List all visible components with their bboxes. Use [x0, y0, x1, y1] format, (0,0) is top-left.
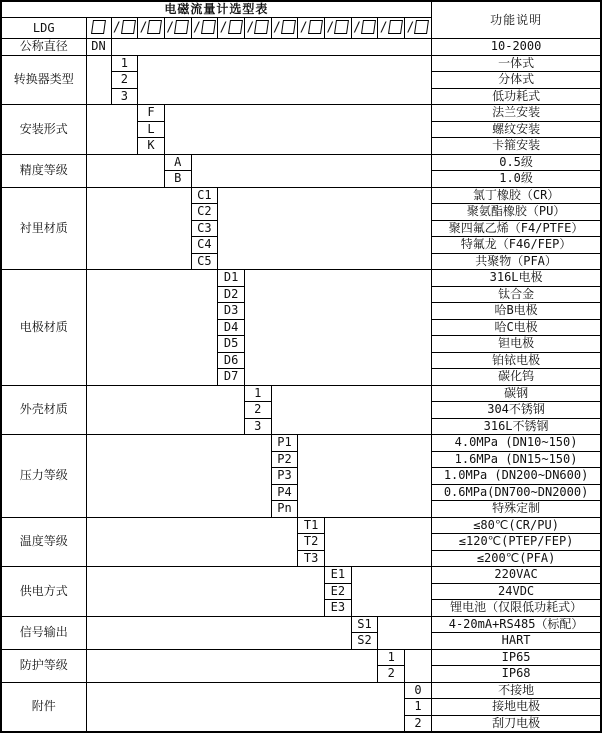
code-cell-8-2: T3: [298, 550, 325, 567]
model-slash-box-cell: [244, 18, 271, 39]
left-filler: [86, 105, 138, 155]
slash-mark: /: [353, 20, 361, 36]
code-cell-5-0: D1: [218, 270, 245, 287]
value-cell-1-0: 一体式: [431, 55, 601, 72]
group-label-7: 压力等级: [1, 435, 86, 518]
left-filler: [86, 154, 164, 187]
group-label-8: 温度等级: [1, 517, 86, 567]
left-filler: [86, 567, 325, 617]
value-cell-6-0: 碳钢: [431, 385, 601, 402]
model-slash-box-cell: [351, 18, 378, 39]
value-cell-7-2: 1.0MPa (DN200~DN600): [431, 468, 601, 485]
code-cell-8-1: T2: [298, 534, 325, 551]
code-cell-7-3: P4: [271, 484, 298, 501]
value-cell-10-1: HART: [431, 633, 601, 650]
code-cell-9-1: E2: [325, 583, 352, 600]
left-filler: [86, 270, 218, 386]
right-filler: [138, 55, 432, 105]
value-cell-2-0: 法兰安装: [431, 105, 601, 122]
code-cell-12-1: 1: [405, 699, 432, 716]
checkbox-square-icon: [91, 20, 106, 34]
value-cell-8-1: ≤120℃(PTEP/FEP): [431, 534, 601, 551]
code-cell-1-1: 2: [111, 72, 138, 89]
slash-mark: /: [192, 20, 201, 36]
group-label-3: 精度等级: [1, 154, 86, 187]
code-cell-6-0: 1: [244, 385, 271, 402]
selection-table-body: [1, 1, 601, 732]
group-label-2: 安装形式: [1, 105, 86, 155]
model-slash-box-cell: [138, 18, 165, 39]
code-cell-3-1: B: [164, 171, 191, 188]
right-filler: [298, 435, 432, 518]
code-cell-4-1: C2: [191, 204, 218, 221]
value-cell-2-1: 螺纹安装: [431, 121, 601, 138]
group-label-4: 衬里材质: [1, 187, 86, 270]
code-cell-7-2: P3: [271, 468, 298, 485]
value-cell-7-0: 4.0MPa (DN10~150): [431, 435, 601, 452]
code-cell-7-0: P1: [271, 435, 298, 452]
right-filler: [244, 270, 431, 386]
code-cell-11-1: 2: [378, 666, 405, 683]
value-cell-12-0: 不接地: [431, 682, 601, 699]
value-cell-8-0: ≤80℃(CR/PU): [431, 517, 601, 534]
group-label-10: 信号输出: [1, 616, 86, 649]
code-cell-12-2: 2: [405, 715, 432, 732]
code-cell-5-1: D2: [218, 286, 245, 303]
code-cell-11-0: 1: [378, 649, 405, 666]
value-cell-5-0: 316L电极: [431, 270, 601, 287]
value-cell-10-0: 4-20mA+RS485（标配）: [431, 616, 601, 633]
slash-mark: /: [406, 20, 415, 36]
checkbox-square-icon: [201, 20, 216, 34]
left-filler: [86, 55, 111, 105]
code-cell-5-5: D6: [218, 352, 245, 369]
code-cell-5-2: D3: [218, 303, 245, 320]
value-cell-9-1: 24VDC: [431, 583, 601, 600]
left-filler: [86, 616, 351, 649]
value-cell-11-0: IP65: [431, 649, 601, 666]
value-cell-12-1: 接地电极: [431, 699, 601, 716]
group-label-12: 附件: [1, 682, 86, 732]
code-cell-4-4: C5: [191, 253, 218, 270]
right-filler: [111, 39, 431, 56]
value-cell-1-2: 低功耗式: [431, 88, 601, 105]
function-column-header: 功能说明: [431, 1, 601, 39]
slash-mark: /: [246, 20, 255, 36]
code-cell-2-2: K: [138, 138, 165, 155]
model-slash-box-cell: [378, 18, 405, 39]
group-label-6: 外壳材质: [1, 385, 86, 435]
value-cell-1-1: 分体式: [431, 72, 601, 89]
slash-mark: /: [112, 20, 121, 36]
value-cell-4-2: 聚四氟乙烯（F4/PTFE）: [431, 220, 601, 237]
value-cell-4-3: 特氟龙（F46/FEP）: [431, 237, 601, 254]
model-slash-box-cell: [405, 18, 432, 39]
right-filler: [351, 567, 431, 617]
value-cell-5-1: 钛合金: [431, 286, 601, 303]
model-slash-box-cell: [164, 18, 191, 39]
checkbox-square-icon: [121, 20, 136, 34]
sheet-title: 电磁流量计选型表: [1, 1, 431, 18]
checkbox-square-icon: [228, 20, 243, 34]
code-cell-6-2: 3: [244, 418, 271, 435]
left-filler: [86, 682, 405, 732]
code-cell-2-1: L: [138, 121, 165, 138]
code-cell-10-1: S2: [351, 633, 378, 650]
code-cell-9-2: E3: [325, 600, 352, 617]
group-label-11: 防护等级: [1, 649, 86, 682]
value-cell-9-2: 锂电池（仅限低功耗式）: [431, 600, 601, 617]
value-cell-5-4: 钽电极: [431, 336, 601, 353]
code-cell-0-0: DN: [86, 39, 111, 56]
model-slash-box-cell: [111, 18, 138, 39]
left-filler: [86, 517, 298, 567]
code-cell-8-0: T1: [298, 517, 325, 534]
code-cell-2-0: F: [138, 105, 165, 122]
model-slash-box-cell: [191, 18, 218, 39]
checkbox-square-icon: [388, 20, 403, 34]
value-cell-5-3: 哈C电极: [431, 319, 601, 336]
checkbox-square-icon: [308, 20, 323, 34]
left-filler: [86, 187, 191, 270]
checkbox-square-icon: [334, 20, 349, 34]
value-cell-8-2: ≤200℃(PFA): [431, 550, 601, 567]
right-filler: [218, 187, 432, 270]
slash-mark: /: [273, 20, 281, 36]
model-slash-box-cell: [298, 18, 325, 39]
code-cell-1-2: 3: [111, 88, 138, 105]
model-slash-box-cell: [271, 18, 298, 39]
value-cell-7-1: 1.6MPa (DN15~150): [431, 451, 601, 468]
code-cell-7-1: P2: [271, 451, 298, 468]
checkbox-square-icon: [174, 20, 189, 34]
left-filler: [86, 435, 271, 518]
value-cell-6-1: 304不锈钢: [431, 402, 601, 419]
value-cell-5-6: 碳化钨: [431, 369, 601, 386]
value-cell-9-0: 220VAC: [431, 567, 601, 584]
code-cell-9-0: E1: [325, 567, 352, 584]
slash-mark: /: [139, 20, 148, 36]
right-filler: [325, 517, 432, 567]
code-cell-5-6: D7: [218, 369, 245, 386]
checkbox-square-icon: [147, 20, 162, 34]
code-cell-4-0: C1: [191, 187, 218, 204]
left-filler: [86, 649, 378, 682]
code-cell-4-3: C4: [191, 237, 218, 254]
value-cell-3-1: 1.0级: [431, 171, 601, 188]
model-slash-box-cell: [218, 18, 245, 39]
value-cell-2-2: 卡箍安装: [431, 138, 601, 155]
code-cell-6-1: 2: [244, 402, 271, 419]
slash-mark: /: [299, 20, 308, 36]
code-cell-3-0: A: [164, 154, 191, 171]
value-cell-4-0: 氯丁橡胶（CR）: [431, 187, 601, 204]
group-label-0: 公称直径: [1, 39, 86, 56]
slash-mark: /: [326, 20, 335, 36]
value-cell-5-2: 哈B电极: [431, 303, 601, 320]
code-cell-5-3: D4: [218, 319, 245, 336]
right-filler: [164, 105, 431, 155]
right-filler: [271, 385, 431, 435]
code-cell-12-0: 0: [405, 682, 432, 699]
code-cell-10-0: S1: [351, 616, 378, 633]
checkbox-square-icon: [361, 20, 376, 34]
code-cell-1-0: 1: [111, 55, 138, 72]
slash-mark: /: [379, 20, 388, 36]
value-cell-7-3: 0.6MPa(DN700~DN2000): [431, 484, 601, 501]
group-label-5: 电极材质: [1, 270, 86, 386]
right-filler: [191, 154, 431, 187]
value-cell-3-0: 0.5级: [431, 154, 601, 171]
left-filler: [86, 385, 244, 435]
model-prefix-label: LDG: [1, 18, 86, 39]
right-filler: [405, 649, 432, 682]
checkbox-square-icon: [281, 20, 296, 34]
value-cell-4-1: 聚氨酯橡胶（PU）: [431, 204, 601, 221]
group-label-9: 供电方式: [1, 567, 86, 617]
value-cell-12-2: 刮刀电极: [431, 715, 601, 732]
right-filler: [378, 616, 431, 649]
value-cell-6-2: 316L不锈钢: [431, 418, 601, 435]
value-cell-7-4: 特殊定制: [431, 501, 601, 518]
value-cell-4-4: 共聚物（PFA）: [431, 253, 601, 270]
group-label-1: 转换器类型: [1, 55, 86, 105]
code-cell-4-2: C3: [191, 220, 218, 237]
model-slash-box-cell: [325, 18, 352, 39]
code-cell-5-4: D5: [218, 336, 245, 353]
slash-mark: /: [166, 20, 175, 36]
checkbox-square-icon: [254, 20, 269, 34]
value-cell-11-1: IP68: [431, 666, 601, 683]
value-cell-0-0: 10-2000: [431, 39, 601, 56]
code-cell-7-4: Pn: [271, 501, 298, 518]
value-cell-5-5: 铂铱电极: [431, 352, 601, 369]
slash-mark: /: [219, 20, 228, 36]
checkbox-square-icon: [414, 20, 429, 34]
model-box-cell: [86, 18, 111, 39]
